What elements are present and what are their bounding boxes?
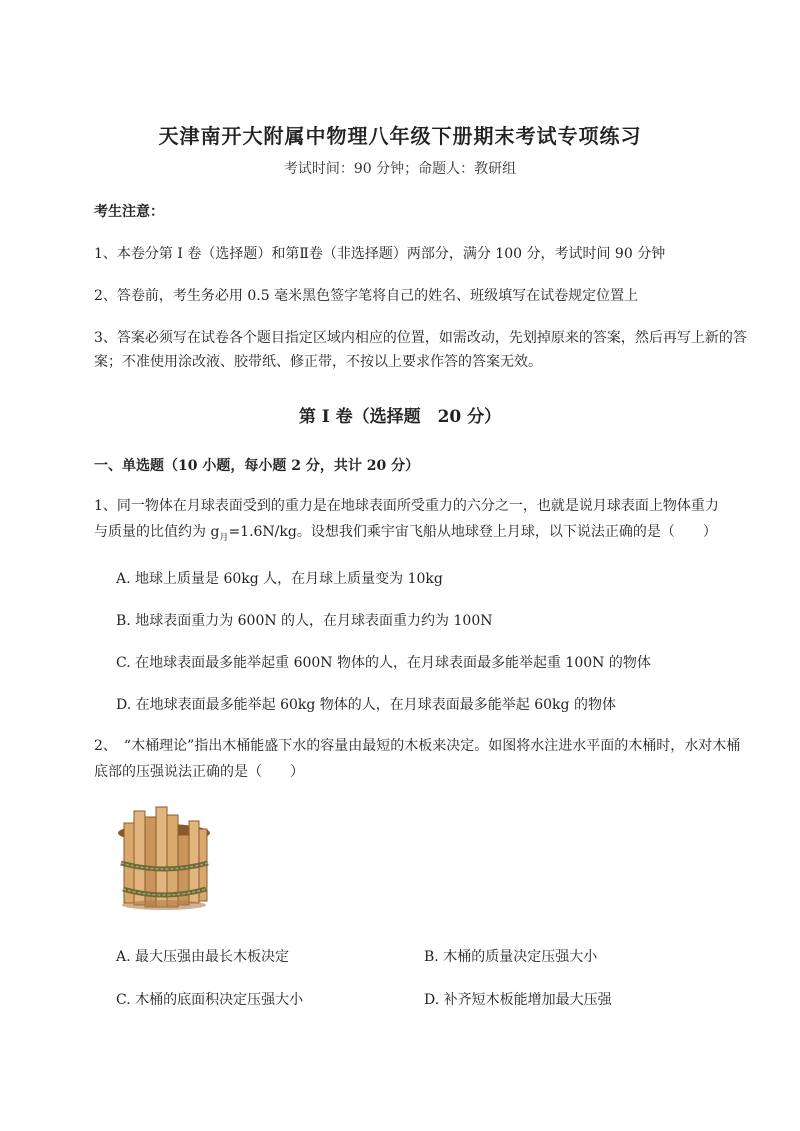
q1-option-b[interactable]: B. 地球表面重力为 600N 的人，在月球表面重力约为 100N (116, 613, 493, 629)
notice-item-2: 2、答卷前，考生务必用 0.5 毫米黑色签字笔将自己的姓名、班级填写在试卷规定位置上 (94, 288, 639, 304)
page-title: 天津南开大附属中物理八年级下册期末考试专项练习 (158, 124, 642, 148)
question-2: 2、 “木桶理论”指出木桶能盛下水的容量由最短的木板来决定。如图将水注进水平面的木桶时，水对木桶底部的压强说法正确的是（ ） (94, 738, 741, 780)
question-1-line-2 (94, 519, 754, 551)
part-heading: 一、单选题（10 小题，每小题 2 分，共计 20 分） (94, 458, 420, 474)
wooden-bucket-figure (112, 805, 216, 915)
q2-option-b[interactable]: B. 木桶的质量决定压强大小 (424, 949, 598, 965)
bucket-stave (156, 807, 167, 907)
moon-subscript: 月 (219, 532, 229, 543)
q2-option-a[interactable]: A. 最大压强由最长木板决定 (116, 949, 290, 965)
question-1-line-2-a: 与质量的比值约为 g (94, 524, 220, 540)
notice-heading: 考生注意： (94, 204, 164, 220)
q2-option-d[interactable]: D. 补齐短木板能增加最大压强 (424, 992, 612, 1008)
q2-option-c[interactable]: C. 木桶的底面积决定压强大小 (116, 992, 304, 1008)
question-1-line-2-b: =1.6N/kg。设想我们乘宇宙飞船从地球登上月球，以下说法正确的是（ ） (228, 524, 717, 540)
question-1 (94, 493, 754, 551)
notice-item-3: 3、答案必须写在试卷各个题目指定区域内相应的位置，如需改动，先划掉原来的答案，然后再写上新的答案；不准使用涂改液、胶带纸、修正带，不按以上要求作答的答案无效。 (94, 330, 747, 370)
bucket-base (122, 900, 206, 910)
exam-info: 考试时间：90 分钟；命题人：教研组 (283, 161, 517, 177)
question-1-line-1: 1、同一物体在月球表面受到的重力是在地球表面所受重力的六分之一，也就是说月球表面上物体重力 (94, 498, 719, 514)
q1-option-d[interactable]: D. 在地球表面最多能举起 60kg 物体的人，在月球表面最多能举起 60kg 的物体 (116, 697, 616, 713)
q1-option-c[interactable]: C. 在地球表面最多能举起重 600N 物体的人，在月球表面最多能举起重 100N 的物体 (116, 655, 651, 671)
section-title: 第 I 卷（选择题 20 分） (298, 407, 502, 427)
notice-item-1: 1、本卷分第 I 卷（选择题）和第Ⅱ卷（非选择题）两部分，满分 100 分，考试时间 90 分钟 (94, 246, 666, 262)
q1-option-a[interactable]: A. 地球上质量是 60kg 人，在月球上质量变为 10kg (116, 571, 443, 587)
